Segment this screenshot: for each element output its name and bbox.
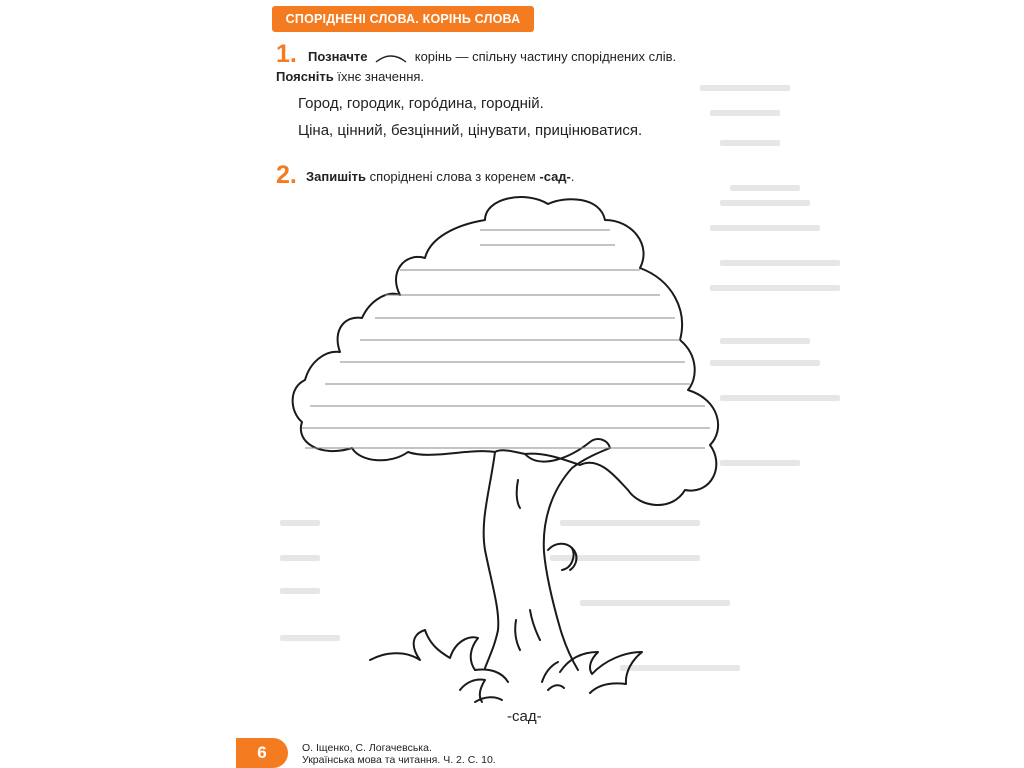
root-arc-icon [374,52,408,64]
task2-period: . [570,169,575,184]
footer-authors: О. Іщенко, С. Логачевська. [302,742,432,754]
grass-left [370,630,508,682]
task1-number: 1. [276,40,297,68]
task2-instruction [306,169,575,184]
tree-root-label: -сад- [507,708,542,725]
tree-trunk-left [484,452,499,668]
task1-verb: Позначте [308,49,368,64]
task1-instruction-rest: корінь — спільну частину споріднених слів. [414,49,677,64]
section-title: СПОРІДНЕНІ СЛОВА. КОРІНЬ СЛОВА [285,12,521,26]
footer-citation [302,742,496,766]
task2-instruction-rest: споріднені слова з коренем [369,169,536,184]
grass-right [560,652,642,693]
task1-verb2: Поясніть [276,69,334,84]
section-header [272,6,534,32]
tree-crown [293,197,718,505]
task1-instruction-line2 [276,69,424,84]
page-number-badge [236,738,288,768]
writing-lines [302,230,710,448]
task1-instruction-line1 [308,49,676,64]
word-group-1: Город, городик, горо́дина, городній. [298,95,544,112]
tree-branch-stub [548,544,574,570]
tree-illustration [280,190,730,720]
task2-number: 2. [276,161,297,189]
task1-instruction-rest2: їхнє значення. [337,69,425,84]
task2-root: -сад- [539,169,571,184]
page-number: 6 [257,743,267,762]
task2-verb: Запишіть [306,169,367,184]
word-group-2: Ціна, цінний, безцінний, цінувати, прицінюватися. [298,122,643,139]
footer-source: Українська мова та читання. Ч. 2. С. 10. [302,754,496,766]
